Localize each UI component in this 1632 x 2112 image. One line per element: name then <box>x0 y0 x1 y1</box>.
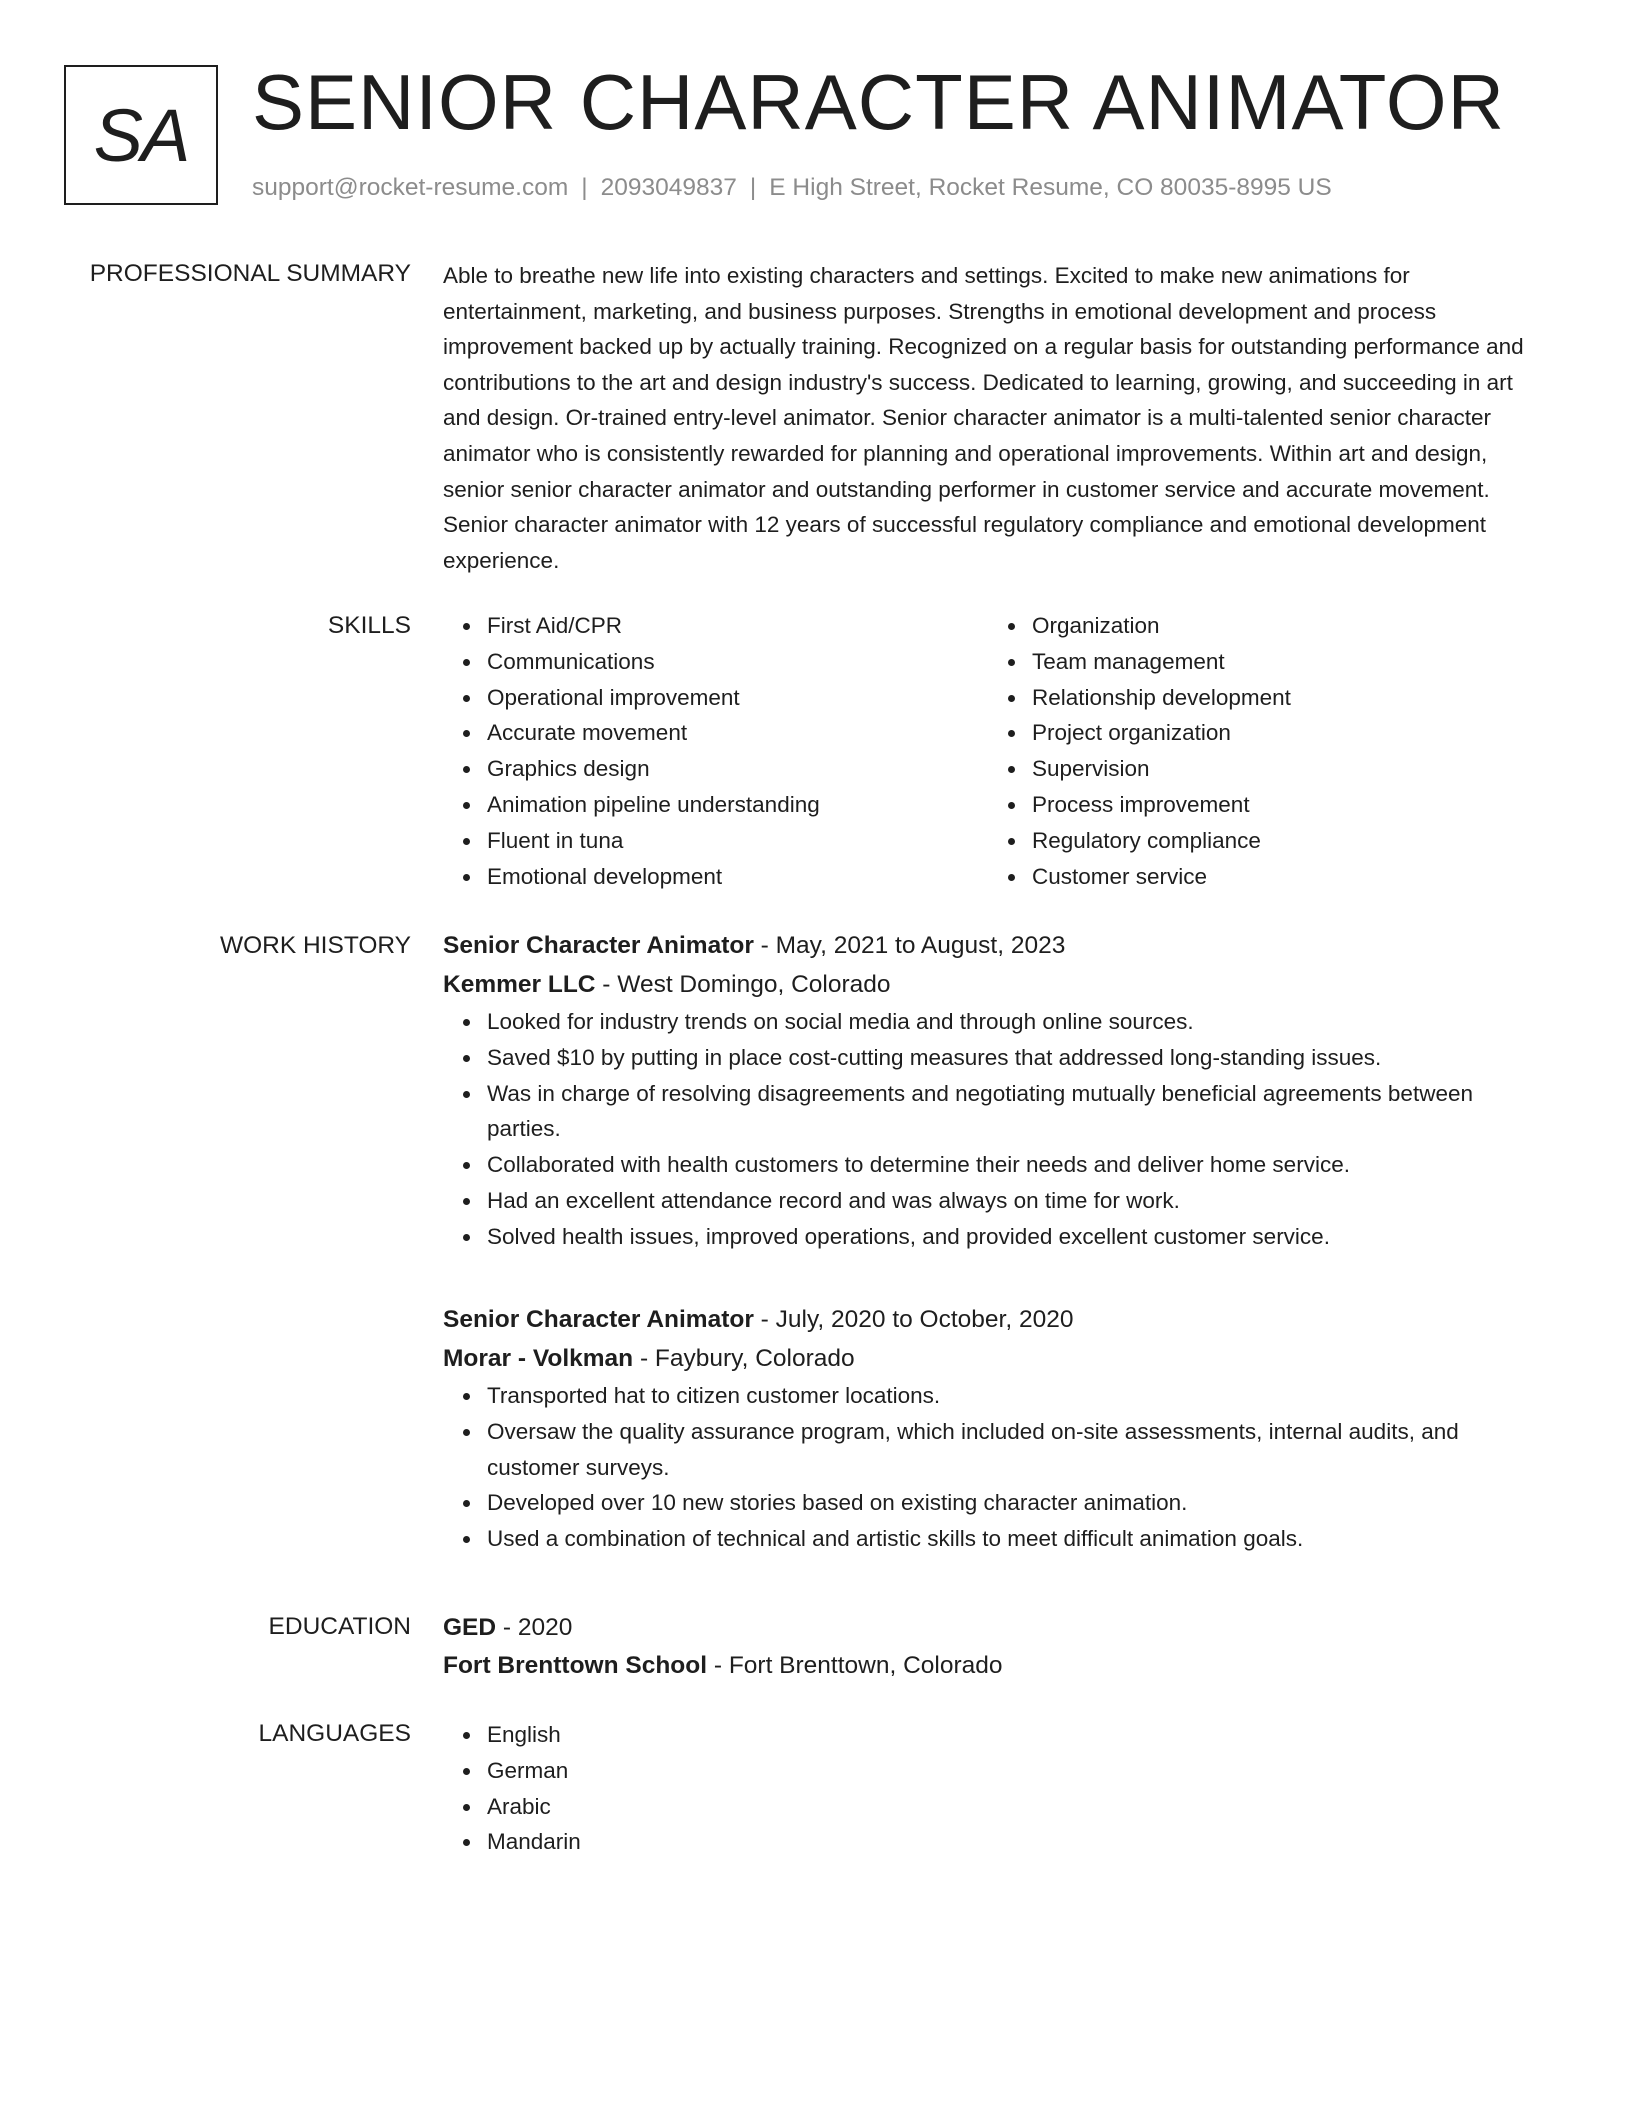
list-item: Graphics design <box>487 751 988 787</box>
list-item: Developed over 10 new stories based on existing character animation. <box>487 1485 1543 1521</box>
monogram-box <box>64 65 218 205</box>
skills-body <box>443 608 1543 894</box>
education-degree: GED <box>443 1614 497 1641</box>
list-item: Relationship development <box>1032 680 1533 716</box>
list-item: Was in charge of resolving disagreements and negotiating mutually beneficial agreements between parties. <box>487 1076 1543 1148</box>
job-dates: - May, 2021 to August, 2023 <box>753 932 1066 959</box>
summary-body <box>443 258 1543 578</box>
job-company-line <box>443 965 1543 1004</box>
list-item: Saved $10 by putting in place cost-cutting measures that addressed long-standing issues. <box>487 1040 1543 1076</box>
skills-label: SKILLS <box>327 612 411 639</box>
list-item: First Aid/CPR <box>487 608 988 644</box>
list-item: Animation pipeline understanding <box>487 787 988 823</box>
job-company: Kemmer LLC <box>443 971 596 998</box>
list-item: English <box>487 1717 1543 1753</box>
job-title: Senior Character Animator <box>443 1306 754 1333</box>
education-body <box>443 1608 1543 1685</box>
languages-label: LANGUAGES <box>258 1720 411 1747</box>
list-item: German <box>487 1753 1543 1789</box>
job-dates: - July, 2020 to October, 2020 <box>753 1306 1074 1333</box>
education-year: - 2020 <box>496 1614 573 1641</box>
list-item: Collaborated with health customers to determine their needs and deliver home service. <box>487 1147 1543 1183</box>
job-entry <box>443 1300 1543 1557</box>
languages-body <box>443 1717 1543 1860</box>
list-item: Arabic <box>487 1789 1543 1825</box>
list-item: Process improvement <box>1032 787 1533 823</box>
work-history-label: WORK HISTORY <box>219 932 411 959</box>
job-title: Senior Character Animator <box>443 932 754 959</box>
list-item: Oversaw the quality assurance program, which included on-site assessments, internal audits, and customer surveys. <box>487 1414 1543 1486</box>
job-bullets <box>443 1378 1543 1557</box>
list-item: Customer service <box>1032 859 1533 895</box>
contact-separator: | <box>581 174 588 201</box>
list-item: Used a combination of technical and artistic skills to meet difficult animation goals. <box>487 1521 1543 1557</box>
education-label: EDUCATION <box>268 1613 411 1640</box>
skills-columns <box>443 608 1543 894</box>
contact-email: support@rocket-resume.com <box>252 174 569 201</box>
summary-text: Able to breathe new life into existing characters and settings. Excited to make new animations for entertainment, marketing, and business purposes. Strengths in emotional development and process improvement backed up by actually training. Recognized on a regular basis for outstanding performance and contributions to the art and design industry's success. Dedicated to learning, growing, and succeeding in art and design. Or-trained entry-level animator. Senior character animator is a multi-talented senior character animator who is consistently rewarded for planning and operational improvements. Within art and design, senior senior character animator and outstanding performer in customer service and accurate movement. Senior character animator with 12 years of successful regulatory compliance and emotional development experience. <box>443 263 1524 573</box>
list-item: Regulatory compliance <box>1032 823 1533 859</box>
list-item: Mandarin <box>487 1824 1543 1860</box>
list-item: Operational improvement <box>487 680 988 716</box>
job-location: - Faybury, Colorado <box>633 1345 855 1372</box>
summary-label: PROFESSIONAL SUMMARY <box>89 260 411 287</box>
monogram-initials: SA <box>93 93 189 177</box>
list-item: Team management <box>1032 644 1533 680</box>
contact-line <box>252 172 1332 204</box>
job-title-line <box>443 1300 1543 1339</box>
list-item: Project organization <box>1032 715 1533 751</box>
education-school-line <box>443 1646 1543 1685</box>
list-item: Organization <box>1032 608 1533 644</box>
skills-list-left <box>443 608 988 894</box>
skills-list-right <box>988 608 1533 894</box>
job-entry <box>443 926 1543 1255</box>
education-location: - Fort Brenttown, Colorado <box>707 1652 1003 1679</box>
list-item: Transported hat to citizen customer locations. <box>487 1378 1543 1414</box>
list-item: Supervision <box>1032 751 1533 787</box>
languages-list <box>443 1717 1543 1860</box>
list-item: Accurate movement <box>487 715 988 751</box>
job-company-line <box>443 1339 1543 1378</box>
contact-phone: 2093049837 <box>600 174 737 201</box>
list-item: Communications <box>487 644 988 680</box>
job-title-line <box>443 926 1543 965</box>
resume-title: SENIOR CHARACTER ANIMATOR <box>252 58 1505 146</box>
list-item: Emotional development <box>487 859 988 895</box>
list-item: Had an excellent attendance record and was always on time for work. <box>487 1183 1543 1219</box>
job-bullets <box>443 1004 1543 1255</box>
job-company: Morar - Volkman <box>443 1345 634 1372</box>
list-item: Solved health issues, improved operations, and provided excellent customer service. <box>487 1219 1543 1255</box>
education-school: Fort Brenttown School <box>443 1652 708 1679</box>
contact-separator: | <box>749 174 757 201</box>
work-history-body <box>443 926 1543 1552</box>
contact-address: E High Street, Rocket Resume, CO 80035-8995 US <box>769 174 1332 201</box>
education-degree-line <box>443 1608 1543 1647</box>
list-item: Looked for industry trends on social media and through online sources. <box>487 1004 1543 1040</box>
job-location: - West Domingo, Colorado <box>595 971 891 998</box>
list-item: Fluent in tuna <box>487 823 988 859</box>
